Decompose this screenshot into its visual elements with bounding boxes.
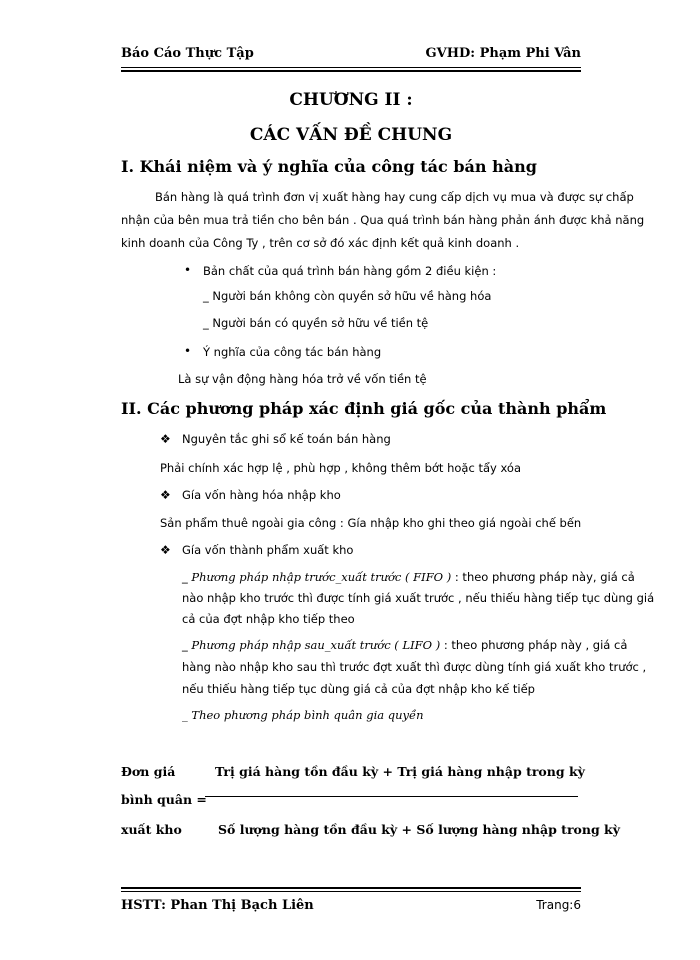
meaning-text: Là sự vận động hàng hóa trở về vốn tiền tệ <box>178 372 427 386</box>
formula-denominator: Số lượng hàng tồn đầu kỳ + Số lượng hàng nhập trong kỳ <box>218 822 620 837</box>
header-rule-thin <box>121 67 581 68</box>
formula-label-export: xuất kho <box>121 822 182 837</box>
chapter-number: CHƯƠNG II : <box>289 90 413 110</box>
section-1-para-line-2: nhận của bên mua trả tiền cho bên bán . Qua quá trình bán hàng phản ánh được khả năng <box>121 213 645 227</box>
footer-rule-thick <box>121 887 581 889</box>
lifo-line-1 <box>182 638 627 652</box>
lifo-line-3: nếu thiếu hàng tiếp tục dùng giá cả của đợt nhập kho kế tiếp <box>182 682 535 696</box>
formula-label-unit-price: Đơn giá <box>121 764 176 779</box>
formula-label-average: bình quân = <box>121 792 207 807</box>
diamond-bullet-icon: ❖ <box>160 543 171 557</box>
section-1-para-line-3: kinh doanh của Công Ty , trên cơ sở đó xác định kết quả kinh doanh . <box>121 236 520 250</box>
footer-rule-thin <box>121 891 581 892</box>
lifo-method-name: Phương pháp nhập sau_xuất trước ( LIFO ) <box>191 638 441 652</box>
fifo-method-name: Phương pháp nhập trước_xuất trước ( FIFO ) <box>191 570 452 584</box>
header-rule-thick <box>121 70 581 72</box>
chapter-title: CÁC VẤN ĐỀ CHUNG <box>249 125 453 145</box>
lifo-line-1-rest: : theo phương pháp này , giá cả <box>443 638 628 652</box>
fifo-dash: _ <box>182 570 192 584</box>
item-principle-text: Phải chính xác hợp lệ , phù hợp , không thêm bớt hoặc tẩy xóa <box>160 461 521 475</box>
formula-fraction-bar <box>205 796 578 797</box>
header-advisor: GVHD: Phạm Phi Vân <box>425 46 581 61</box>
condition-1: _ Người bán không còn quyền sở hữu về hàng hóa <box>203 289 492 303</box>
fifo-line-3: cả của đợt nhập kho tiếp theo <box>182 612 355 626</box>
fifo-line-1-rest: : theo phương pháp này, giá cả <box>454 570 635 584</box>
formula-numerator: Trị giá hàng tồn đầu kỳ + Trị giá hàng nhập trong kỳ <box>215 764 585 779</box>
page-footer <box>121 898 581 918</box>
lifo-line-2: hàng nào nhập kho sau thì trước đợt xuất thì được dùng tính giá xuất kho trước , <box>182 660 647 674</box>
bullet-dot-icon: • <box>184 263 192 277</box>
weighted-average-method: _ Theo phương pháp bình quân gia quyền <box>182 708 424 722</box>
bullet-meaning: Ý nghĩa của công tác bán hàng <box>203 345 382 359</box>
header-report-title: Báo Cáo Thực Tập <box>121 46 254 61</box>
item-import-cost: Gía vốn hàng hóa nhập kho <box>182 488 341 502</box>
diamond-bullet-icon: ❖ <box>160 488 171 502</box>
section-1-para-line-1: Bán hàng là quá trình đơn vị xuất hàng hay cung cấp dịch vụ mua và được sự chấp <box>155 190 634 204</box>
item-principle: Nguyên tắc ghi sổ kế toán bán hàng <box>182 432 391 446</box>
item-import-cost-text: Sản phẩm thuê ngoài gia công : Gía nhập kho ghi theo giá ngoài chế bến <box>160 516 582 530</box>
page-header <box>121 46 581 66</box>
footer-page-number: Trang:6 <box>536 898 581 912</box>
item-export-cost: Gía vốn thành phẩm xuất kho <box>182 543 354 557</box>
fifo-line-1 <box>182 570 635 584</box>
section-1-heading: I. Khái niệm và ý nghĩa của công tác bán hàng <box>121 157 537 176</box>
diamond-bullet-icon: ❖ <box>160 432 171 446</box>
bullet-nature: Bản chất của quá trình bán hàng gồm 2 điều kiện : <box>203 264 497 278</box>
section-2-heading: II. Các phương pháp xác định giá gốc của thành phẩm <box>121 399 607 418</box>
bullet-dot-icon: • <box>184 344 192 358</box>
lifo-dash: _ <box>182 638 192 652</box>
footer-student: HSTT: Phan Thị Bạch Liên <box>121 898 314 913</box>
fifo-line-2: nào nhập kho trước thì được tính giá xuất trước , nếu thiếu hàng tiếp tục dùng giá <box>182 591 655 605</box>
condition-2: _ Người bán có quyền sở hữu về tiền tệ <box>203 316 429 330</box>
